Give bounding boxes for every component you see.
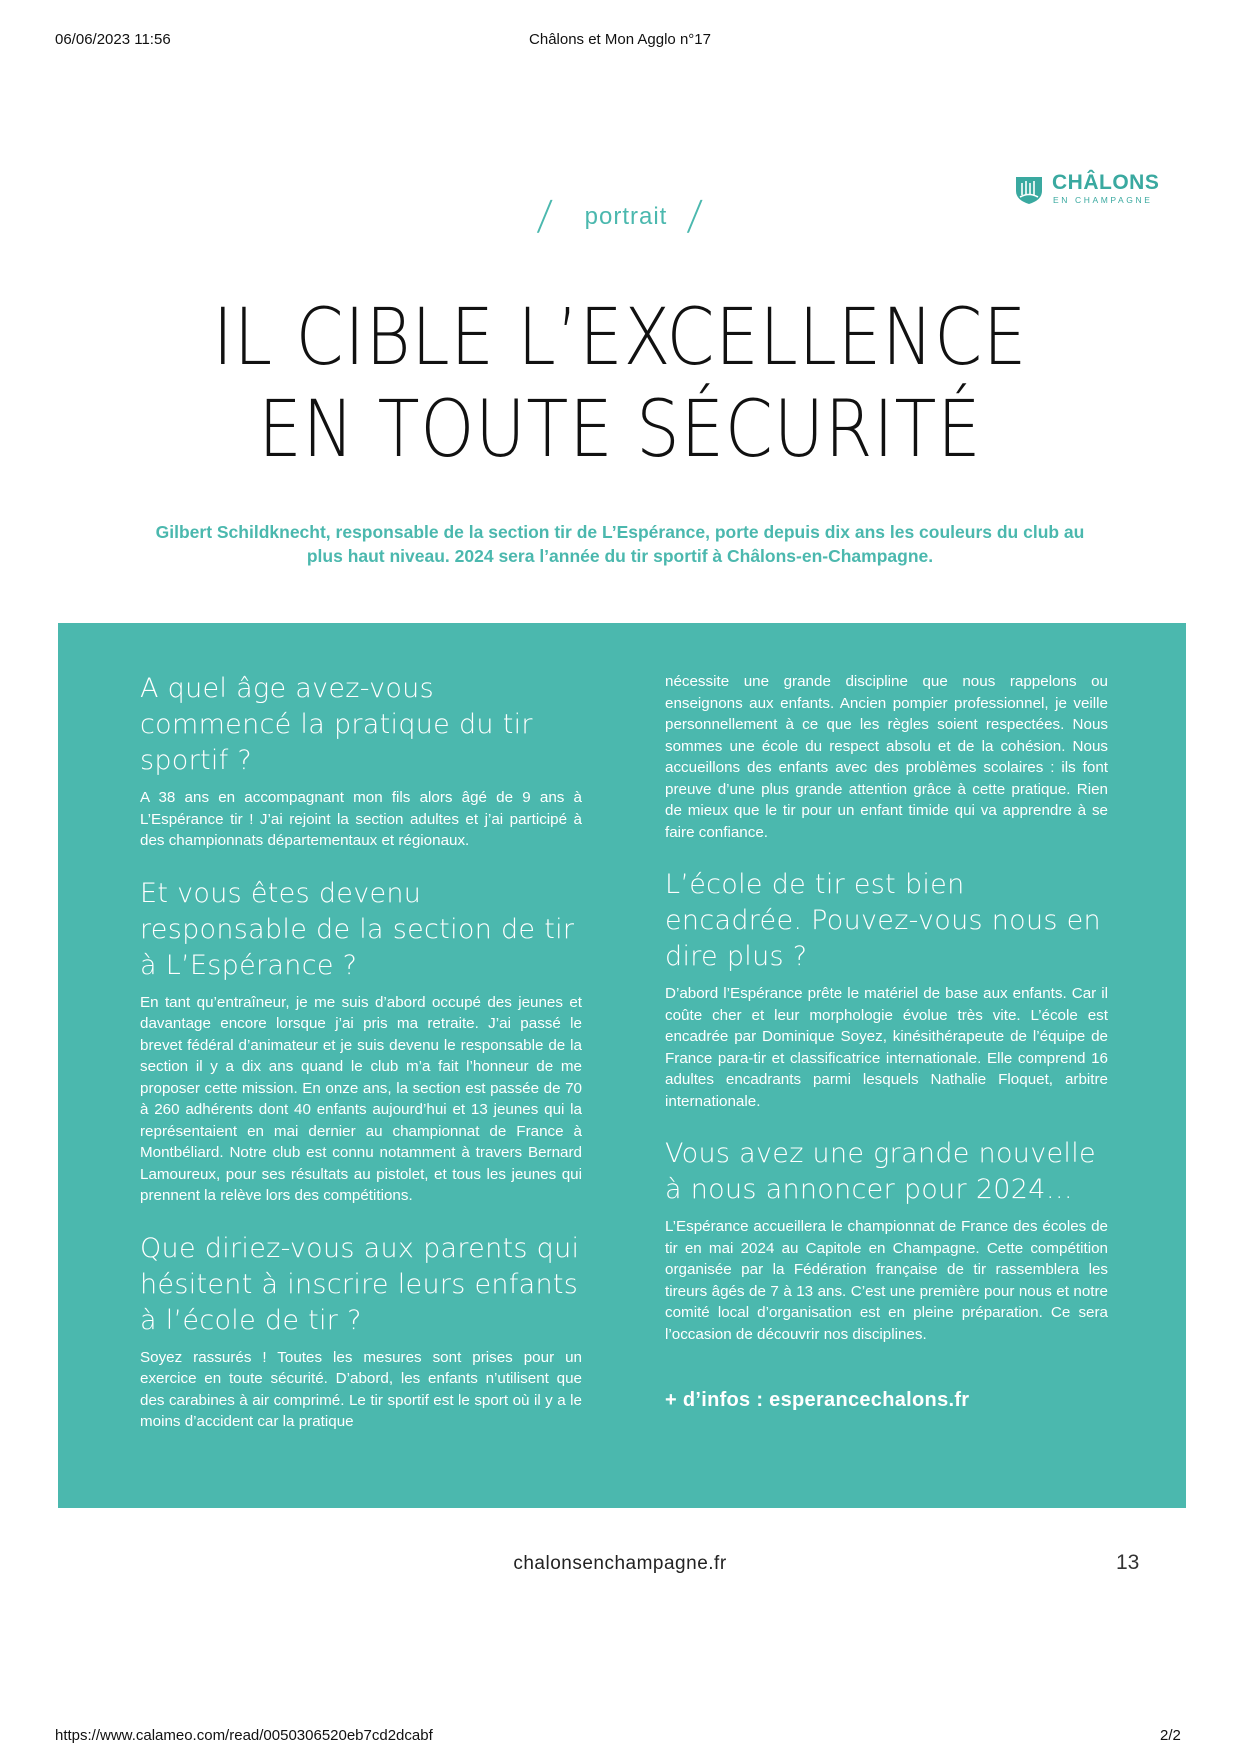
- logo-subtitle: EN CHAMPAGNE: [1053, 195, 1153, 205]
- print-source-url: https://www.calameo.com/read/0050306520eb7cd2dcabf: [55, 1727, 433, 1744]
- rubric: [0, 193, 1240, 239]
- slash-right-icon: /: [685, 193, 704, 239]
- answer-1: A 38 ans en accompagnant mon fils alors âgé de 9 ans à L’Espérance tir ! J’ai rejoint la section adultes et j’ai participé à des championnats départementaux et régionaux.: [140, 789, 582, 849]
- site-url: chalonsenchampagne.fr: [513, 1553, 727, 1574]
- print-footer: [0, 1727, 1240, 1747]
- column-left: [140, 671, 582, 1433]
- title-line-1: IL CIBLE L’EXCELLENCE: [212, 293, 1028, 383]
- answer-4: D’abord l’Espérance prête le matériel de base aux enfants. Car il coûte cher et leur morphologie évolue très vite. L’école est encadrée par Dominique Soyez, kinésithérapeute de l’équipe de France para-tir et classificatrice internationale. Elle comprend 16 adultes encadrants parmi lesquels Nathalie Floquet, arbitre internationale.: [665, 985, 1108, 1110]
- answer-3-part-1: Soyez rassurés ! Toutes les mesures sont prises pour un exercice en toute sécurité. D’abord, les enfants n’utilisent que des carabines à air comprimé. Le tir sportif est le sport où il y a le moins d’accident car la pratique: [140, 1348, 582, 1430]
- question-5: Vous avez une grande nouvelle à nous annoncer pour 2024…: [665, 1138, 1096, 1205]
- column-right: [665, 671, 1108, 1412]
- rubric-label: portrait: [584, 203, 668, 230]
- answer-5: L’Espérance accueillera le championnat de France des écoles de tir en mai 2024 au Capitole en Champagne. Cette compétition organisée par la Fédération française de tir rassemblera les tireurs âgés de 7 à 13 ans. C’est une première pour nous et notre comité local d’organisation est en pleine préparation. Ce sera l’occasion de découvrir nos disciplines.: [665, 1218, 1108, 1343]
- question-3: Que diriez-vous aux parents qui hésitent à inscrire leurs enfants à l’école de tir ?: [140, 1232, 580, 1336]
- question-2: Et vous êtes devenu responsable de la section de tir à L’Espérance ?: [140, 877, 575, 981]
- article-intro: Gilbert Schildknecht, responsable de la section tir de L’Espérance, porte depuis dix ans les couleurs du club au plus haut niveau. 2024 sera l’année du tir sportif à Châlons-en-Champagne.: [155, 522, 1085, 566]
- print-page-count: 2/2: [1160, 1727, 1181, 1744]
- more-info-link[interactable]: + d’infos : esperancechalons.fr: [665, 1389, 970, 1411]
- answer-3-part-2: nécessite une grande discipline que nous rappelons ou enseignons aux enfants. Ancien pompier professionnel, je veille personnellement à ce que les règles soient respectées. Nous sommes une école du respect absolu et de la cohésion. Nous accueillons des enfants avec des problèmes scolaires : ils font preuve d’une plus grande attention grâce à cette pratique. Rien de mieux que le tir pour un enfant timide qui va apprendre à se faire confiance.: [665, 673, 1108, 841]
- interview-panel: [58, 623, 1186, 1508]
- answer-2: En tant qu’entraîneur, je me suis d’abord occupé des jeunes et davantage encore lorsque j’ai pris ma retraite. J’ai passé le brevet fédéral d’animateur et je suis devenu le responsable de la section il y a dix ans quand le club m’a fait l’honneur de me proposer cette mission. En onze ans, la section est passée de 70 à 260 adhérents dont 40 enfants aujourd’hui et 13 jeunes qui la représentaient en mai dernier au championnat de France à Montbéliard. Notre club est connu notamment à travers Bernard Lamoureux, pour ses résultats au pistolet, et tous les jeunes qui prennent la relève lors des compétitions.: [140, 993, 582, 1204]
- print-datetime: 06/06/2023 11:56: [55, 31, 171, 48]
- slash-left-icon: /: [535, 193, 554, 239]
- print-document-title: Châlons et Mon Agglo n°17: [529, 31, 711, 48]
- title-line-2: EN TOUTE SÉCURITÉ: [258, 385, 982, 475]
- question-4: L’école de tir est bien encadrée. Pouvez-vous nous en dire plus ?: [665, 869, 1101, 972]
- page-number: 13: [1116, 1551, 1140, 1574]
- print-header: [0, 31, 1240, 51]
- question-1: A quel âge avez-vous commencé la pratique du tir sportif ?: [140, 673, 533, 776]
- page-title: [74, 292, 1165, 476]
- logo-name: CHÂLONS: [1052, 171, 1160, 194]
